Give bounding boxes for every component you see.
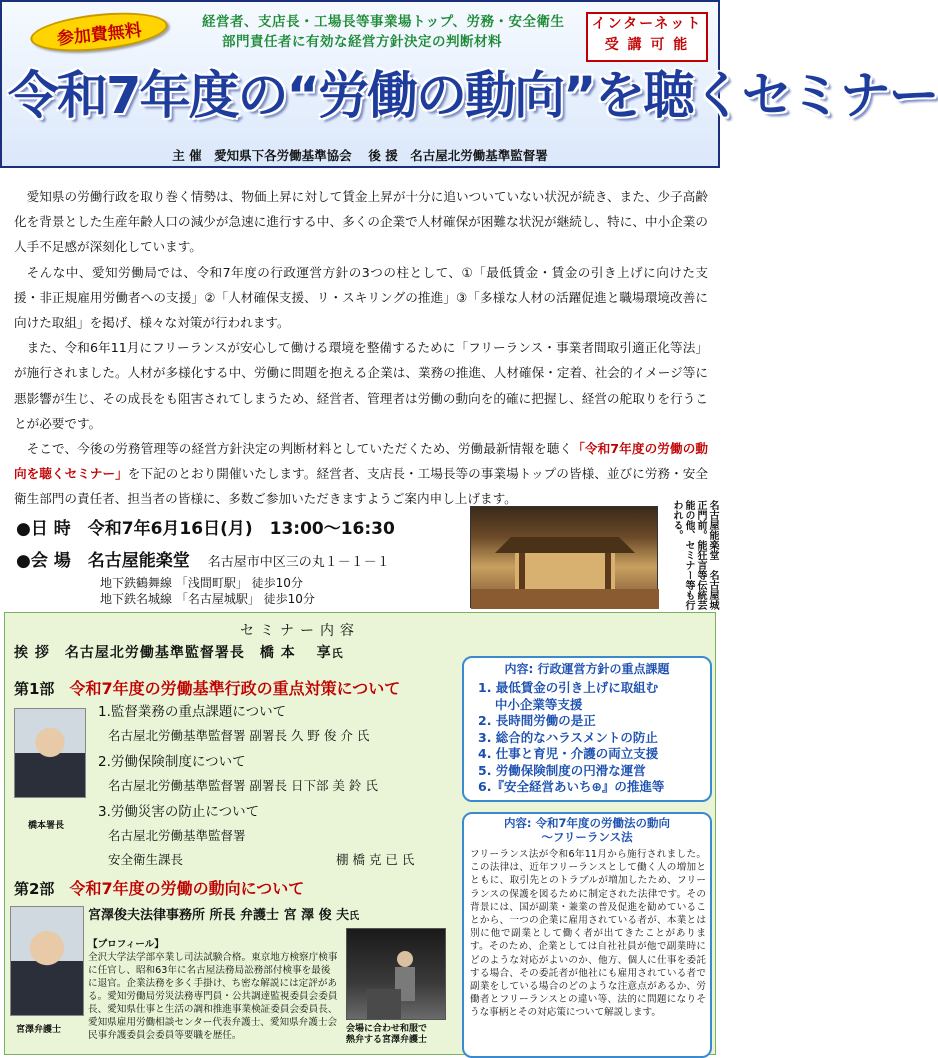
policy-focus-item: 1. 最低賃金の引き上げに取組む <box>478 680 659 695</box>
event-venue <box>16 546 390 571</box>
policy-focus-title: 内容: 行政運営方針の重点課題 <box>504 662 670 676</box>
intro-p4-end: を下記のとおり開催いたします。経営者、支店長・工場長等の事業場トップの皆様、並びに労務・安全衛生部門の責任者、担当者の皆様に、多数ご参加いただきますようご案内申し上げます。 <box>14 466 708 507</box>
noh-stage-illustration <box>471 507 659 609</box>
agenda-item-2: 2.労働保険制度について <box>98 754 246 770</box>
lecturer-silhouette <box>347 929 447 1021</box>
agenda-item-3-speaker-org: 名古屋北労働基準監督署 <box>108 828 246 843</box>
speaker-profile <box>88 938 340 1042</box>
lecture-caption-line2: 熱弁する宮澤弁護士 <box>346 1035 428 1045</box>
free-admission-badge: 参加費無料 <box>28 7 169 57</box>
agenda-item-1-speaker: 名古屋北労働基準監督署 副署長 久 野 俊 介 氏 <box>108 728 370 743</box>
law-title-line1: 内容: 令和7年度の労働法の動向 <box>503 816 671 830</box>
event-date <box>16 514 395 539</box>
seminar-name-highlight: 「令和7年度の労働の動向を聴くセミナー」 <box>14 441 709 482</box>
policy-focus-item: 2. 長時間労働の是正 <box>478 713 596 728</box>
target-audience-line1: 経営者、支店長・工場長等事業場トップ、労務・安全衛生 <box>202 14 565 30</box>
lawyer-photo <box>10 906 84 1016</box>
labor-law-trend-box <box>462 812 712 1058</box>
sponsor-line: 主 催 愛知県下各労働基準協会 後 援 名古屋北労働基準監督署 <box>172 148 548 163</box>
law-title-line2: ～フリーランス法 <box>541 830 633 844</box>
intro-text <box>14 184 708 512</box>
director-photo-caption: 橋本署長 <box>28 821 65 831</box>
date-label: ●日 時 <box>16 519 71 539</box>
part2-label: 第2部 <box>14 880 55 898</box>
page-title: 令和7年度の“労働の動向”を聴くセミナー <box>8 67 938 126</box>
profile-text: 全沢大学法学部卒業し司法試験合格。東京地方検察庁検事に任官し、昭和63年に名古屋法務局訟務部付検事を最後に退官。企業法務を多く手掛け、ち密な解説には定評がある。愛知労働局労災法務専門員・公共調達監視委員会委員長、愛知県仕事と生活の調和推進事業検証委員会委員長、愛知県雇用労働相談センター代表弁護士、愛知県弁護士会民事弁護委員会委員等要職を歴任。 <box>88 952 338 1041</box>
intro-paragraph-2: そんな中、愛知労働局では、令和7年度の行政運営方針の3つの柱として、①「最低賃金・賃金の引き上げに向けた支援・非正規雇用労働者への支援」②「人材確保支援、リ・スキリングの推進」③「多様な人材の活躍促進と職場環境改善に向けた取組」を掲げ、様々な対策が行われます。 <box>14 264 708 331</box>
part2-speaker <box>88 904 359 923</box>
internet-badge-line1: インターネット <box>591 16 703 32</box>
greeting-label: 挨 拶 <box>14 645 50 661</box>
agenda-item-2-speaker: 名古屋北労働基準監督署 副署長 日下部 美 鈴 氏 <box>108 778 378 793</box>
part2-heading <box>14 876 304 899</box>
greeting-suffix: 氏 <box>331 647 344 660</box>
access-line-1: 地下鉄鶴舞線 「浅間町駅」 徒歩10分 <box>100 576 303 590</box>
agenda-item-1: 1.監督業務の重点課題について <box>98 704 287 720</box>
policy-focus-item: 3. 総合的なハラスメントの防止 <box>478 729 658 745</box>
labor-law-trend-title <box>464 816 710 844</box>
policy-focus-list <box>478 680 664 796</box>
venue-label: ●会 場 <box>16 551 71 571</box>
target-audience-line2: 部門責任者に有効な経営方針決定の判断材料 <box>222 34 502 50</box>
policy-focus-item: 6.『安全経営あいち⊕』の推進等 <box>478 779 665 794</box>
intro-paragraph-3: また、令和6年11月にフリーランスが安心して働ける環境を整備するために「フリーランス・事業者間取引適正化等法」が施行されました。人材が多様化する中、労働に問題を抱える企業は、業務の推進、人材確保・定着、社会的イメージ等に悪影響が生じ、その成長をも阻害されてしまうため、経営者、管理者は労働の動向を的確に把握し、経営の舵取りを行うことが必要です。 <box>14 340 708 431</box>
intro-paragraph-4 <box>14 436 708 512</box>
lecture-caption-line1: 会場に合わせ和服で <box>346 1024 428 1034</box>
agenda-item-3-speaker-name: 棚 橋 克 已 氏 <box>336 852 415 867</box>
part1-heading <box>14 676 400 699</box>
agenda-item-3-speaker-title: 安全衛生課長 <box>108 852 184 867</box>
labor-law-trend-body: フリーランス法が令和6年11月から施行されました。この法律は、近年フリーランスとして働く人の増加とともに、取引先とのトラブルが増加したため、フリーランスの保護を図るために制定された法律です。その背景には、国が副業・兼業の普及促進を勧めていることから、一つの企業に雇用されている者が、本業とは別に他で副業として働く者が出てきたことがあります。そのため、企業としては自社社員が他で副業時にどのような対応がよいのか、他方、個人に仕事を委託する場合、その委託者が他社にも雇用されている者で副業をしている場合のどのような注意点があるか、労働者とフリーランスとの違い等、法的に問題になりそうな事柄とその対応策について解説します。 <box>470 849 706 1019</box>
policy-focus-item: 5. 労働保険制度の円滑な運営 <box>478 762 646 778</box>
part1-label: 第1部 <box>14 680 55 698</box>
greeting-line <box>14 642 344 662</box>
venue-photo <box>470 506 658 608</box>
lawyer-photo-caption: 宮澤弁護士 <box>16 1025 62 1035</box>
lecture-photo <box>346 928 446 1020</box>
lecture-photo-caption <box>346 1024 456 1046</box>
venue-name: 名古屋能楽堂 <box>87 551 190 571</box>
greeting-speaker: 名古屋北労働基準監督署長 橋 本 享 <box>64 645 332 661</box>
part2-speaker-suffix: 氏 <box>349 911 360 922</box>
policy-focus-item: 4. 仕事と育児・介護の両立支援 <box>478 746 659 761</box>
intro-p4-start: そこで、今後の労務管理等の経営方針決定の判断材料としていただくため、労働最新情報を聴く <box>26 441 573 457</box>
part2-speaker-name: 宮澤俊夫法律事務所 所長 弁護士 宮 澤 俊 夫 <box>88 908 350 923</box>
agenda-item-3: 3.労働災害の防止について <box>98 804 260 820</box>
internet-badge <box>586 12 708 62</box>
intro-paragraph-1: 愛知県の労働行政を取り巻く情勢は、物価上昇に対して賃金上昇が十分に追いついていない状況が続き、また、少子高齢化を背景とした生産年齢人口の減少が急速に進行する中、多くの企業で人材確保が困難な状況が継続し、特に、中小企業の人手不足感が深刻化しています。 <box>14 189 708 255</box>
profile-label: 【プロフィール】 <box>88 939 164 950</box>
policy-focus-box <box>462 656 712 802</box>
venue-address: 名古屋市中区三の丸１－１－１ <box>207 555 390 570</box>
venue-caption: 名古屋能楽堂 名古屋城正門前。能狂言等伝統芸能の他、セミナー等も行われる。 <box>671 500 718 610</box>
seminar-section-title: セミナー内容 <box>240 623 360 639</box>
part2-title: 令和7年度の労働の動向について <box>69 879 305 898</box>
internet-badge-line2: 受 講 可 能 <box>604 37 690 53</box>
policy-focus-item: 中小企業等支援 <box>478 696 583 712</box>
access-line-2: 地下鉄名城線 「名古屋城駅」 徒歩10分 <box>100 592 315 606</box>
director-photo <box>14 708 86 798</box>
date-value: 令和7年6月16日(月) 13:00～16:30 <box>87 519 395 539</box>
part1-title: 令和7年度の労働基準行政の重点対策について <box>69 679 401 698</box>
